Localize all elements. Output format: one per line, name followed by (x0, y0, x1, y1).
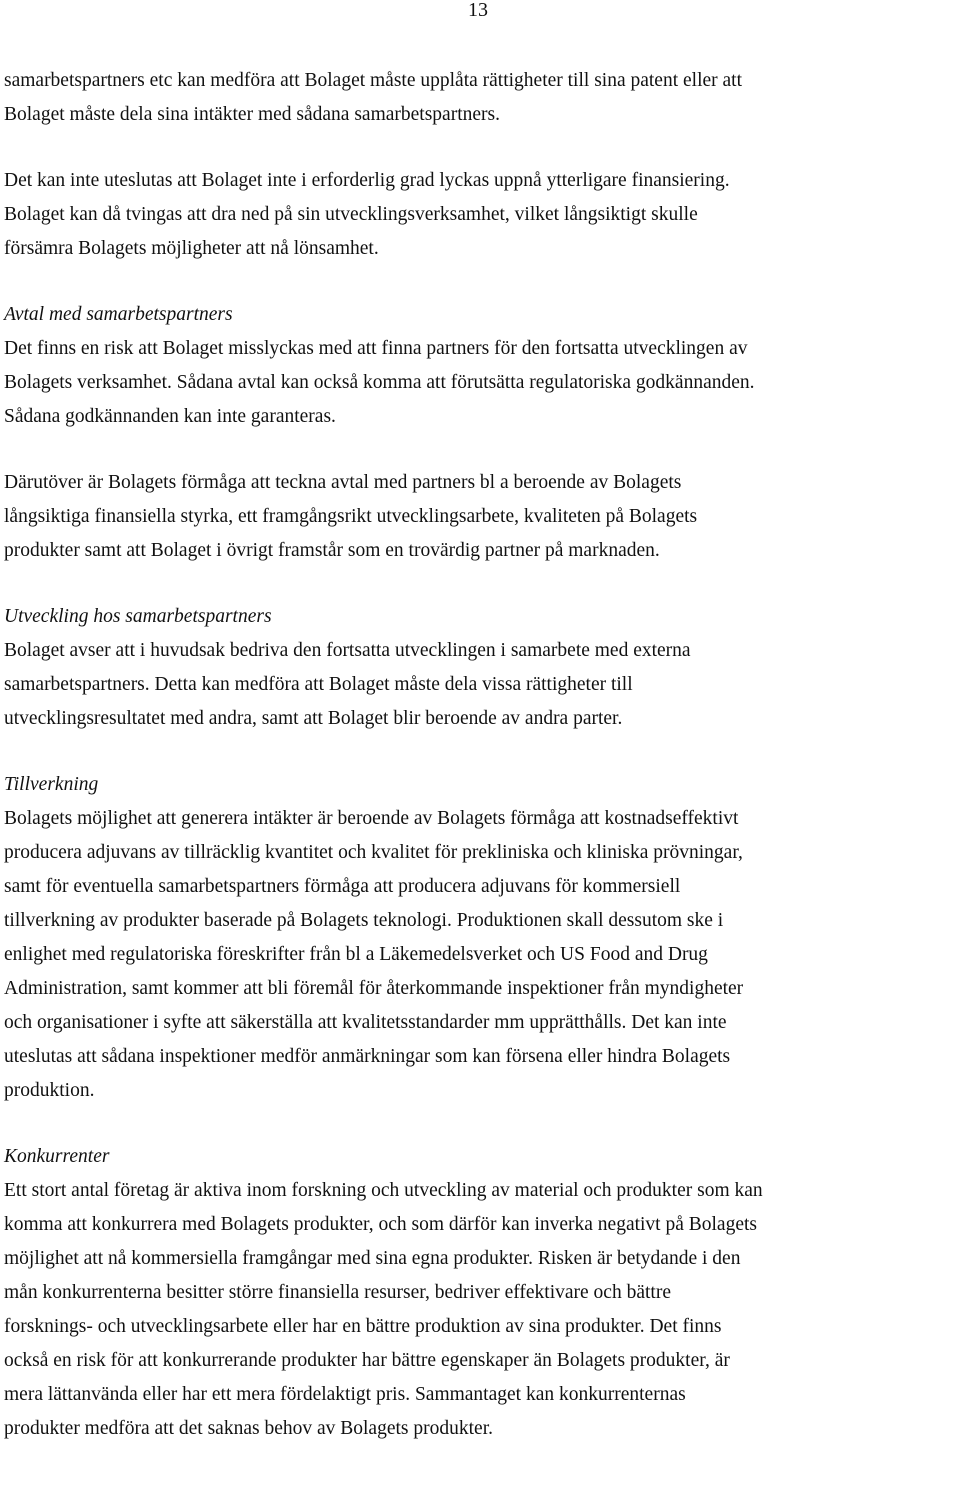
section-heading: Tillverkning (4, 774, 99, 795)
text-line: Bolaget avser att i huvudsak bedriva den fortsatta utvecklingen i samarbete med externa (4, 640, 691, 661)
text-line: produktion. (4, 1080, 95, 1101)
paragraph (4, 164, 960, 266)
text-line: mera lättanvända eller har ett mera fördelaktigt pris. Sammantaget kan konkurrenternas (4, 1384, 686, 1405)
text-line: Bolaget måste dela sina intäkter med sådana samarbetspartners. (4, 104, 500, 125)
text-line: möjlighet att nå kommersiella framgångar med sina egna produkter. Risken är betydande i den (4, 1248, 741, 1269)
section-heading: Utveckling hos samarbetspartners (4, 606, 272, 627)
page-number: 13 (468, 0, 488, 21)
text-line: samarbetspartners. Detta kan medföra att Bolaget måste dela vissa rättigheter till (4, 674, 633, 695)
text-line: forsknings- och utvecklingsarbete eller har en bättre produktion av sina produkter. Det finns (4, 1316, 722, 1337)
section (4, 298, 960, 434)
section-heading: Konkurrenter (4, 1146, 110, 1167)
section-heading: Avtal med samarbetspartners (4, 304, 233, 325)
text-line: och organisationer i syfte att säkerställa att kvalitetsstandarder mm upprätthålls. Det kan inte (4, 1012, 727, 1033)
text-line: samarbetspartners etc kan medföra att Bolaget måste upplåta rättigheter till sina patent eller att (4, 70, 743, 91)
text-line: uteslutas att sådana inspektioner medför anmärkningar som kan försena eller hindra Bolagets (4, 1046, 731, 1067)
text-line: Administration, samt kommer att bli föremål för återkommande inspektioner från myndigheter (4, 978, 744, 999)
text-line: Ett stort antal företag är aktiva inom forskning och utveckling av material och produkter som kan (4, 1180, 763, 1201)
text-line: försämra Bolagets möjligheter att nå lönsamhet. (4, 238, 379, 259)
text-line: Bolagets verksamhet. Sådana avtal kan också komma att förutsätta regulatoriska godkännanden. (4, 372, 755, 393)
text-line: Det kan inte uteslutas att Bolaget inte i erforderlig grad lyckas uppnå ytterligare finansiering. (4, 170, 730, 191)
text-line: produkter medföra att det saknas behov av Bolagets produkter. (4, 1418, 493, 1439)
text-line: producera adjuvans av tillräcklig kvantitet och kvalitet för prekliniska och kliniska prövningar, (4, 842, 743, 863)
text-line: tillverkning av produkter baserade på Bolagets teknologi. Produktionen skall dessutom ske i (4, 910, 724, 931)
text-line: Bolaget kan då tvingas att dra ned på sin utvecklingsverksamhet, vilket långsiktigt skulle (4, 204, 698, 225)
section (4, 1140, 960, 1446)
text-line: långsiktiga finansiella styrka, ett framgångsrikt utvecklingsarbete, kvaliteten på Bolagets (4, 506, 698, 527)
paragraph (4, 64, 960, 132)
text-line: Därutöver är Bolagets förmåga att teckna avtal med partners bl a beroende av Bolagets (4, 472, 682, 493)
paragraph (4, 466, 960, 568)
text-line: komma att konkurrera med Bolagets produkter, och som därför kan inverka negativt på Bolagets (4, 1214, 757, 1235)
section (4, 600, 960, 736)
text-line: också en risk för att konkurrerande produkter har bättre egenskaper än Bolagets produkter, är (4, 1350, 730, 1371)
text-line: Sådana godkännanden kan inte garanteras. (4, 406, 336, 427)
text-line: enlighet med regulatoriska föreskrifter från bl a Läkemedelsverket och US Food and Drug (4, 944, 708, 965)
text-line: samt för eventuella samarbetspartners förmåga att producera adjuvans för kommersiell (4, 876, 681, 897)
text-line: Bolagets möjlighet att generera intäkter är beroende av Bolagets förmåga att kostnadseffektivt (4, 808, 739, 829)
section (4, 768, 960, 1108)
text-line: Det finns en risk att Bolaget misslyckas med att finna partners för den fortsatta utvecklingen av (4, 338, 748, 359)
text-line: utvecklingsresultatet med andra, samt att Bolaget blir beroende av andra parter. (4, 708, 623, 729)
text-line: mån konkurrenterna besitter större finansiella resurser, bedriver effektivare och bättre (4, 1282, 671, 1303)
text-line: produkter samt att Bolaget i övrigt framstår som en trovärdig partner på marknaden. (4, 540, 660, 561)
document-body (4, 64, 960, 1478)
